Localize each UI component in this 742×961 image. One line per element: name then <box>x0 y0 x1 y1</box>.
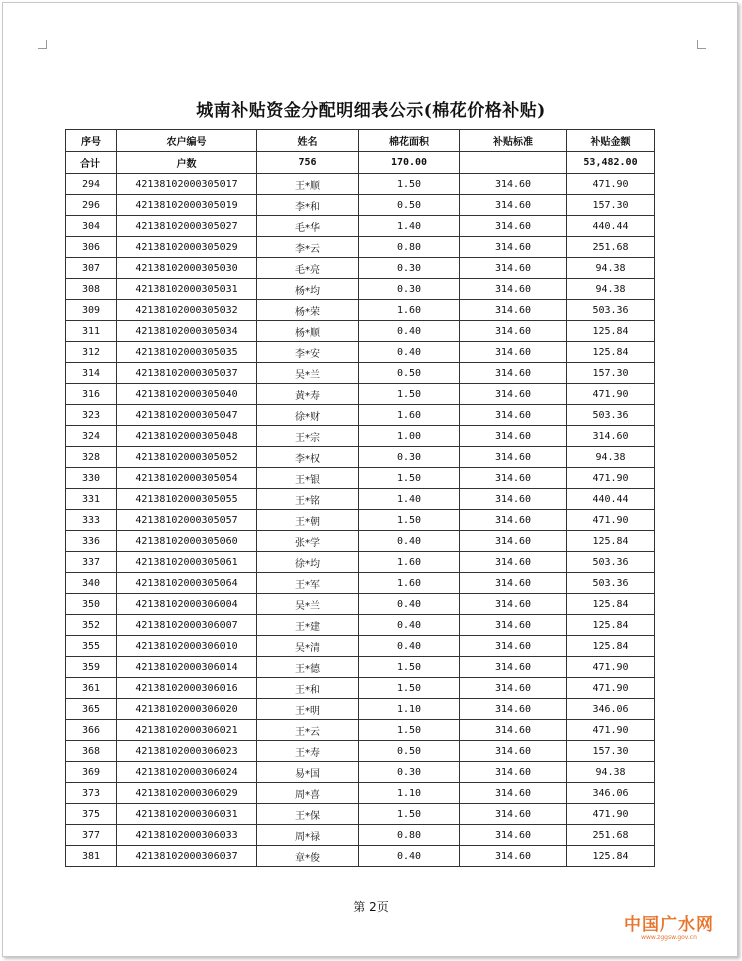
table-row <box>66 636 655 657</box>
watermark-main-text: 中国广水网 <box>624 915 714 935</box>
table-row <box>66 804 655 825</box>
cell-subsidy-rate: 314.60 <box>460 594 567 615</box>
cell-subsidy-rate: 314.60 <box>460 426 567 447</box>
cell-subsidy-rate: 314.60 <box>460 174 567 195</box>
table-row <box>66 657 655 678</box>
table-row <box>66 321 655 342</box>
cell-cotton-area: 1.60 <box>359 552 460 573</box>
cell-cotton-area: 0.30 <box>359 258 460 279</box>
table-row <box>66 384 655 405</box>
cell-subsidy-rate: 314.60 <box>460 384 567 405</box>
cell-name: 李*云 <box>257 237 359 258</box>
cell-farmer-id: 42138102000305064 <box>117 573 257 594</box>
cell-subsidy-rate: 314.60 <box>460 741 567 762</box>
cell-name: 王*宗 <box>257 426 359 447</box>
cell-subsidy-rate: 314.60 <box>460 825 567 846</box>
cell-subsidy-amount: 94.38 <box>567 762 655 783</box>
cell-index: 377 <box>66 825 117 846</box>
cell-index: 304 <box>66 216 117 237</box>
cell-farmer-id: 42138102000305040 <box>117 384 257 405</box>
cell-cotton-area: 0.50 <box>359 195 460 216</box>
cell-subsidy-amount: 251.68 <box>567 825 655 846</box>
cell-index: 340 <box>66 573 117 594</box>
cell-farmer-id: 42138102000306024 <box>117 762 257 783</box>
cell-subsidy-amount: 157.30 <box>567 363 655 384</box>
page-number: 第 2页 <box>353 900 389 914</box>
crop-mark-top-right <box>697 40 706 49</box>
cell-subsidy-amount: 503.36 <box>567 405 655 426</box>
cell-name: 李*权 <box>257 447 359 468</box>
cell-index: 375 <box>66 804 117 825</box>
cell-farmer-id: 42138102000306010 <box>117 636 257 657</box>
total-households-label: 户数 <box>117 152 257 174</box>
cell-subsidy-amount: 503.36 <box>567 552 655 573</box>
cell-farmer-id: 42138102000305029 <box>117 237 257 258</box>
cell-name: 徐*财 <box>257 405 359 426</box>
cell-name: 王*建 <box>257 615 359 636</box>
cell-cotton-area: 1.40 <box>359 216 460 237</box>
cell-subsidy-rate: 314.60 <box>460 258 567 279</box>
cell-farmer-id: 42138102000305048 <box>117 426 257 447</box>
cell-index: 373 <box>66 783 117 804</box>
table-row <box>66 573 655 594</box>
cell-subsidy-amount: 440.44 <box>567 489 655 510</box>
cell-subsidy-rate: 314.60 <box>460 720 567 741</box>
table-row <box>66 279 655 300</box>
table-row <box>66 174 655 195</box>
cell-name: 吴*兰 <box>257 594 359 615</box>
cell-cotton-area: 1.10 <box>359 699 460 720</box>
cell-name: 杨*均 <box>257 279 359 300</box>
cell-index: 336 <box>66 531 117 552</box>
cell-subsidy-rate: 314.60 <box>460 573 567 594</box>
cell-cotton-area: 0.40 <box>359 531 460 552</box>
cell-subsidy-amount: 94.38 <box>567 447 655 468</box>
cell-name: 徐*均 <box>257 552 359 573</box>
cell-index: 350 <box>66 594 117 615</box>
cell-subsidy-amount: 440.44 <box>567 216 655 237</box>
cell-cotton-area: 1.50 <box>359 804 460 825</box>
cell-cotton-area: 1.50 <box>359 468 460 489</box>
cell-subsidy-rate: 314.60 <box>460 279 567 300</box>
subsidy-table <box>65 129 655 867</box>
cell-subsidy-amount: 503.36 <box>567 573 655 594</box>
table-header-row <box>66 130 655 152</box>
cell-subsidy-amount: 471.90 <box>567 468 655 489</box>
cell-cotton-area: 1.50 <box>359 384 460 405</box>
cell-cotton-area: 0.40 <box>359 342 460 363</box>
cell-farmer-id: 42138102000306031 <box>117 804 257 825</box>
cell-name: 易*国 <box>257 762 359 783</box>
cell-index: 368 <box>66 741 117 762</box>
crop-mark-top-left <box>38 40 47 49</box>
cell-subsidy-amount: 251.68 <box>567 237 655 258</box>
cell-farmer-id: 42138102000305054 <box>117 468 257 489</box>
cell-name: 吴*兰 <box>257 363 359 384</box>
table-row <box>66 216 655 237</box>
cell-farmer-id: 42138102000306033 <box>117 825 257 846</box>
cell-cotton-area: 0.40 <box>359 321 460 342</box>
cell-subsidy-rate: 314.60 <box>460 552 567 573</box>
table-row <box>66 825 655 846</box>
cell-subsidy-amount: 125.84 <box>567 615 655 636</box>
cell-subsidy-rate: 314.60 <box>460 531 567 552</box>
cell-index: 294 <box>66 174 117 195</box>
table-row <box>66 615 655 636</box>
cell-index: 369 <box>66 762 117 783</box>
cell-cotton-area: 0.40 <box>359 636 460 657</box>
cell-farmer-id: 42138102000305034 <box>117 321 257 342</box>
cell-name: 王*明 <box>257 699 359 720</box>
cell-subsidy-rate: 314.60 <box>460 216 567 237</box>
cell-subsidy-amount: 125.84 <box>567 846 655 867</box>
cell-index: 316 <box>66 384 117 405</box>
table-row <box>66 426 655 447</box>
cell-index: 331 <box>66 489 117 510</box>
cell-subsidy-rate: 314.60 <box>460 678 567 699</box>
cell-index: 381 <box>66 846 117 867</box>
cell-name: 王*银 <box>257 468 359 489</box>
cell-cotton-area: 1.40 <box>359 489 460 510</box>
cell-farmer-id: 42138102000306037 <box>117 846 257 867</box>
cell-farmer-id: 42138102000306021 <box>117 720 257 741</box>
cell-name: 吴*清 <box>257 636 359 657</box>
cell-index: 352 <box>66 615 117 636</box>
cell-name: 毛*亮 <box>257 258 359 279</box>
cell-subsidy-rate: 314.60 <box>460 510 567 531</box>
cell-cotton-area: 0.80 <box>359 825 460 846</box>
cell-subsidy-amount: 157.30 <box>567 741 655 762</box>
cell-name: 王*和 <box>257 678 359 699</box>
cell-subsidy-amount: 471.90 <box>567 678 655 699</box>
cell-farmer-id: 42138102000306016 <box>117 678 257 699</box>
table-row <box>66 720 655 741</box>
cell-index: 308 <box>66 279 117 300</box>
cell-subsidy-amount: 157.30 <box>567 195 655 216</box>
table-row <box>66 510 655 531</box>
header-farmer-id: 农户编号 <box>117 130 257 152</box>
header-name: 姓名 <box>257 130 359 152</box>
cell-name: 杨*荣 <box>257 300 359 321</box>
cell-index: 333 <box>66 510 117 531</box>
cell-index: 366 <box>66 720 117 741</box>
cell-cotton-area: 1.50 <box>359 720 460 741</box>
cell-name: 张*学 <box>257 531 359 552</box>
cell-subsidy-rate: 314.60 <box>460 783 567 804</box>
cell-cotton-area: 0.50 <box>359 363 460 384</box>
document-title: 城南补贴资金分配明细表公示(棉花价格补贴) <box>196 101 546 121</box>
cell-index: 337 <box>66 552 117 573</box>
cell-index: 365 <box>66 699 117 720</box>
cell-subsidy-amount: 125.84 <box>567 321 655 342</box>
cell-name: 李*安 <box>257 342 359 363</box>
cell-cotton-area: 1.50 <box>359 678 460 699</box>
cell-farmer-id: 42138102000305052 <box>117 447 257 468</box>
cell-farmer-id: 42138102000306004 <box>117 594 257 615</box>
cell-subsidy-amount: 346.06 <box>567 783 655 804</box>
cell-farmer-id: 42138102000306023 <box>117 741 257 762</box>
cell-cotton-area: 1.60 <box>359 300 460 321</box>
cell-name: 周*禄 <box>257 825 359 846</box>
header-subsidy-rate: 补贴标准 <box>460 130 567 152</box>
cell-subsidy-rate: 314.60 <box>460 300 567 321</box>
table-row <box>66 594 655 615</box>
cell-farmer-id: 42138102000306020 <box>117 699 257 720</box>
table-row <box>66 699 655 720</box>
cell-name: 章*俊 <box>257 846 359 867</box>
cell-name: 王*军 <box>257 573 359 594</box>
cell-farmer-id: 42138102000306014 <box>117 657 257 678</box>
cell-subsidy-rate: 314.60 <box>460 342 567 363</box>
cell-cotton-area: 0.40 <box>359 615 460 636</box>
cell-cotton-area: 1.00 <box>359 426 460 447</box>
cell-subsidy-rate: 314.60 <box>460 489 567 510</box>
cell-farmer-id: 42138102000305037 <box>117 363 257 384</box>
cell-cotton-area: 1.50 <box>359 657 460 678</box>
cell-cotton-area: 0.50 <box>359 741 460 762</box>
cell-cotton-area: 1.10 <box>359 783 460 804</box>
cell-subsidy-rate: 314.60 <box>460 321 567 342</box>
cell-subsidy-rate: 314.60 <box>460 615 567 636</box>
table-row <box>66 258 655 279</box>
cell-index: 306 <box>66 237 117 258</box>
cell-farmer-id: 42138102000305047 <box>117 405 257 426</box>
cell-farmer-id: 42138102000305019 <box>117 195 257 216</box>
cell-name: 周*喜 <box>257 783 359 804</box>
cell-farmer-id: 42138102000306007 <box>117 615 257 636</box>
cell-subsidy-rate: 314.60 <box>460 447 567 468</box>
cell-farmer-id: 42138102000305030 <box>117 258 257 279</box>
cell-name: 黄*寿 <box>257 384 359 405</box>
table-row <box>66 531 655 552</box>
cell-subsidy-rate: 314.60 <box>460 195 567 216</box>
cell-name: 毛*华 <box>257 216 359 237</box>
total-rate <box>460 152 567 174</box>
watermark-url-text: www.zggsw.gov.cn <box>641 934 697 941</box>
cell-name: 王*顺 <box>257 174 359 195</box>
cell-index: 323 <box>66 405 117 426</box>
cell-name: 王*铭 <box>257 489 359 510</box>
cell-subsidy-rate: 314.60 <box>460 636 567 657</box>
cell-farmer-id: 42138102000305055 <box>117 489 257 510</box>
cell-index: 359 <box>66 657 117 678</box>
cell-cotton-area: 1.60 <box>359 405 460 426</box>
cell-subsidy-amount: 94.38 <box>567 279 655 300</box>
cell-subsidy-amount: 471.90 <box>567 384 655 405</box>
cell-farmer-id: 42138102000305031 <box>117 279 257 300</box>
cell-subsidy-amount: 314.60 <box>567 426 655 447</box>
cell-index: 311 <box>66 321 117 342</box>
cell-subsidy-amount: 471.90 <box>567 804 655 825</box>
cell-cotton-area: 0.30 <box>359 762 460 783</box>
cell-name: 王*德 <box>257 657 359 678</box>
cell-name: 王*朝 <box>257 510 359 531</box>
cell-cotton-area: 0.80 <box>359 237 460 258</box>
cell-farmer-id: 42138102000305017 <box>117 174 257 195</box>
table-row <box>66 741 655 762</box>
cell-subsidy-rate: 314.60 <box>460 468 567 489</box>
cell-subsidy-amount: 125.84 <box>567 636 655 657</box>
table-row <box>66 468 655 489</box>
cell-subsidy-rate: 314.60 <box>460 804 567 825</box>
cell-subsidy-amount: 503.36 <box>567 300 655 321</box>
table-row <box>66 489 655 510</box>
table-row <box>66 363 655 384</box>
cell-index: 309 <box>66 300 117 321</box>
cell-index: 307 <box>66 258 117 279</box>
cell-index: 324 <box>66 426 117 447</box>
table-row <box>66 237 655 258</box>
table-row <box>66 552 655 573</box>
header-index: 序号 <box>66 130 117 152</box>
cell-index: 330 <box>66 468 117 489</box>
cell-cotton-area: 0.40 <box>359 594 460 615</box>
cell-cotton-area: 0.40 <box>359 846 460 867</box>
table-row <box>66 195 655 216</box>
cell-subsidy-amount: 471.90 <box>567 720 655 741</box>
cell-subsidy-amount: 125.84 <box>567 594 655 615</box>
cell-subsidy-rate: 314.60 <box>460 657 567 678</box>
cell-name: 王*保 <box>257 804 359 825</box>
cell-name: 杨*顺 <box>257 321 359 342</box>
cell-subsidy-rate: 314.60 <box>460 237 567 258</box>
total-amount: 53,482.00 <box>567 152 655 174</box>
cell-subsidy-amount: 125.84 <box>567 531 655 552</box>
cell-farmer-id: 42138102000305027 <box>117 216 257 237</box>
table-row <box>66 846 655 867</box>
cell-subsidy-rate: 314.60 <box>460 405 567 426</box>
cell-cotton-area: 0.30 <box>359 447 460 468</box>
table-row <box>66 300 655 321</box>
cell-name: 李*和 <box>257 195 359 216</box>
table-row <box>66 405 655 426</box>
cell-name: 王*云 <box>257 720 359 741</box>
cell-farmer-id: 42138102000305057 <box>117 510 257 531</box>
cell-subsidy-rate: 314.60 <box>460 762 567 783</box>
table-row <box>66 678 655 699</box>
total-area: 170.00 <box>359 152 460 174</box>
cell-farmer-id: 42138102000305032 <box>117 300 257 321</box>
cell-cotton-area: 0.30 <box>359 279 460 300</box>
total-households: 756 <box>257 152 359 174</box>
cell-farmer-id: 42138102000305060 <box>117 531 257 552</box>
cell-cotton-area: 1.50 <box>359 510 460 531</box>
cell-subsidy-amount: 94.38 <box>567 258 655 279</box>
cell-subsidy-amount: 471.90 <box>567 510 655 531</box>
total-row <box>66 152 655 174</box>
cell-subsidy-amount: 471.90 <box>567 657 655 678</box>
cell-subsidy-amount: 346.06 <box>567 699 655 720</box>
cell-index: 355 <box>66 636 117 657</box>
header-cotton-area: 棉花面积 <box>359 130 460 152</box>
table-row <box>66 762 655 783</box>
site-watermark-logo <box>614 910 724 941</box>
cell-index: 361 <box>66 678 117 699</box>
cell-index: 312 <box>66 342 117 363</box>
cell-farmer-id: 42138102000306029 <box>117 783 257 804</box>
header-subsidy-amount: 补贴金额 <box>567 130 655 152</box>
table-row <box>66 783 655 804</box>
cell-subsidy-rate: 314.60 <box>460 846 567 867</box>
table-row <box>66 447 655 468</box>
cell-subsidy-rate: 314.60 <box>460 363 567 384</box>
cell-cotton-area: 1.50 <box>359 174 460 195</box>
cell-index: 328 <box>66 447 117 468</box>
cell-cotton-area: 1.60 <box>359 573 460 594</box>
cell-subsidy-rate: 314.60 <box>460 699 567 720</box>
cell-farmer-id: 42138102000305035 <box>117 342 257 363</box>
total-label: 合计 <box>66 152 117 174</box>
cell-index: 296 <box>66 195 117 216</box>
cell-subsidy-amount: 471.90 <box>567 174 655 195</box>
cell-name: 王*寿 <box>257 741 359 762</box>
cell-farmer-id: 42138102000305061 <box>117 552 257 573</box>
cell-subsidy-amount: 125.84 <box>567 342 655 363</box>
table-row <box>66 342 655 363</box>
cell-index: 314 <box>66 363 117 384</box>
